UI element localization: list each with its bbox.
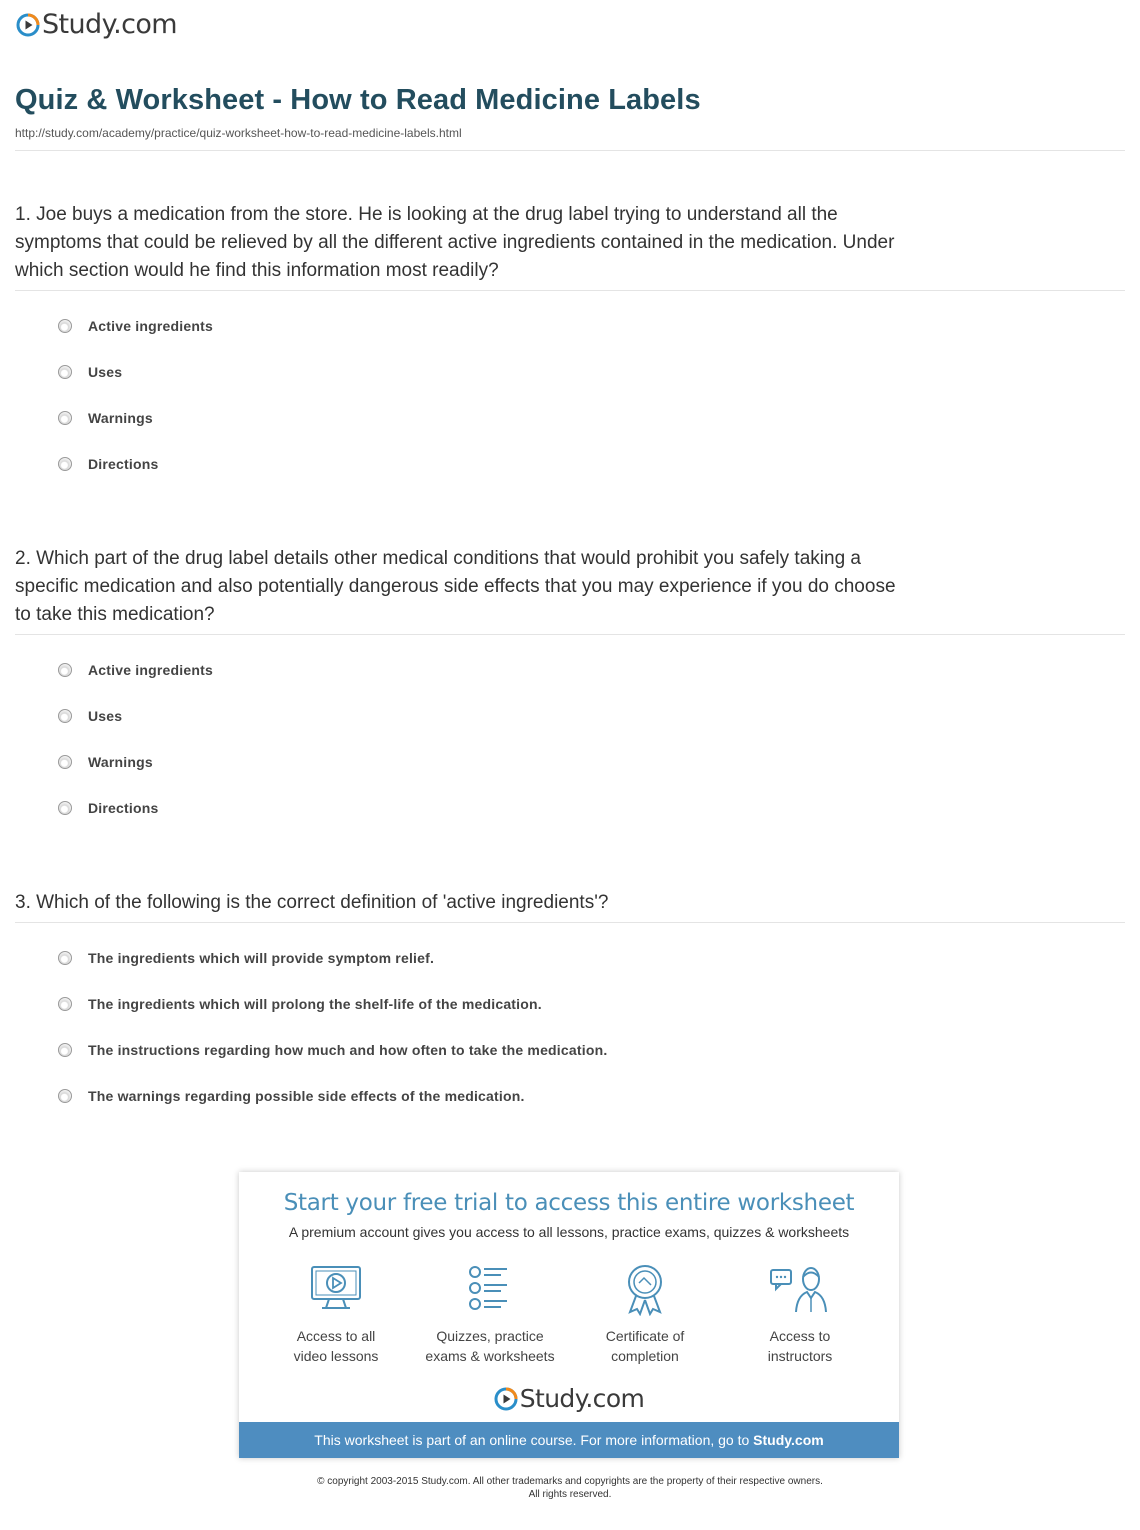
radio-button[interactable]: [58, 951, 72, 965]
promo-study-logo[interactable]: [239, 1384, 899, 1414]
question-2-divider: [15, 634, 1125, 635]
page-url: http://study.com/academy/practice/quiz-worksheet-how-to-read-medicine-labels.html: [15, 126, 462, 140]
radio-button[interactable]: [58, 411, 72, 425]
quiz-list-icon: [463, 1264, 517, 1312]
radio-button[interactable]: [58, 801, 72, 815]
feature-quizzes: [415, 1264, 565, 1366]
header-divider: [15, 150, 1125, 151]
copyright-notice: [0, 1475, 1140, 1501]
copyright-line-1: © copyright 2003-2015 Study.com. All other trademarks and copyrights are the property of their respective owners.: [317, 1476, 823, 1487]
answer-option[interactable]: [58, 395, 213, 441]
answer-label: Uses: [88, 364, 123, 380]
answer-label: Directions: [88, 800, 159, 816]
answer-label: The warnings regarding possible side effects of the medication.: [88, 1088, 525, 1104]
question-1-options: [58, 303, 213, 487]
radio-button[interactable]: [58, 709, 72, 723]
answer-option[interactable]: [58, 1027, 607, 1073]
answer-option[interactable]: [58, 1073, 607, 1119]
study-link[interactable]: Study.com: [753, 1432, 824, 1448]
logo-text: Study.com: [519, 1384, 645, 1413]
answer-label: Directions: [88, 456, 159, 472]
question-1-text: 1. Joe buys a medication from the store. He is looking at the drug label trying to understand all the symptoms that could be relieved by all the different active ingredients contained in the medication. Under which section would he find this information most readily?: [15, 204, 895, 281]
feature-label: Access to all video lessons: [293, 1328, 379, 1364]
answer-label: Active ingredients: [88, 662, 213, 678]
radio-button[interactable]: [58, 997, 72, 1011]
answer-label: Warnings: [88, 410, 153, 426]
feature-label: Quizzes, practice exams & worksheets: [425, 1328, 555, 1364]
certificate-icon: [618, 1264, 672, 1316]
study-logo-icon: [494, 1387, 518, 1411]
feature-instructors: [725, 1264, 875, 1366]
answer-option[interactable]: [58, 349, 213, 395]
study-logo[interactable]: [16, 10, 177, 40]
radio-button[interactable]: [58, 1043, 72, 1057]
question-2-text: 2. Which part of the drug label details other medical conditions that would prohibit you safely taking a specific medication and also potentially dangerous side effects that you may experience if you do choose to take this medication?: [15, 548, 896, 625]
study-logo-icon: [16, 13, 40, 37]
question-3-text: 3. Which of the following is the correct definition of 'active ingredients'?: [15, 892, 609, 913]
answer-option[interactable]: [58, 647, 213, 693]
radio-button[interactable]: [58, 1089, 72, 1103]
answer-label: Active ingredients: [88, 318, 213, 334]
answer-option[interactable]: [58, 935, 607, 981]
radio-button[interactable]: [58, 365, 72, 379]
feature-label: Access to instructors: [767, 1328, 833, 1364]
question-2-options: [58, 647, 213, 831]
answer-option[interactable]: [58, 785, 213, 831]
feature-label: Certificate of completion: [605, 1328, 685, 1364]
promo-subtitle: A premium account gives you access to all lessons, practice exams, quizzes & worksheets: [288, 1224, 850, 1240]
answer-label: Uses: [88, 708, 123, 724]
answer-option[interactable]: [58, 441, 213, 487]
answer-option[interactable]: [58, 739, 213, 785]
instructor-icon: [769, 1264, 831, 1314]
question-3-divider: [15, 922, 1125, 923]
answer-option[interactable]: [58, 981, 607, 1027]
answer-label: The instructions regarding how much and how often to take the medication.: [88, 1042, 608, 1058]
radio-button[interactable]: [58, 319, 72, 333]
promo-title[interactable]: Start your free trial to access this entire worksheet: [283, 1190, 855, 1216]
promo-footer-banner: [239, 1422, 899, 1458]
free-trial-promo: [239, 1172, 899, 1458]
answer-label: Warnings: [88, 754, 153, 770]
feature-video-lessons: [261, 1264, 411, 1366]
video-lesson-icon: [309, 1264, 363, 1312]
question-3-options: [58, 935, 607, 1119]
copyright-line-2: All rights reserved.: [528, 1489, 612, 1500]
answer-option[interactable]: [58, 303, 213, 349]
question-1-divider: [15, 290, 1125, 291]
answer-label: The ingredients which will provide symptom relief.: [88, 950, 435, 966]
feature-certificate: [570, 1264, 720, 1366]
answer-label: The ingredients which will prolong the shelf-life of the medication.: [88, 996, 542, 1012]
logo-text: Study.com: [42, 9, 177, 40]
answer-option[interactable]: [58, 693, 213, 739]
page-title: Quiz & Worksheet - How to Read Medicine Labels: [15, 84, 701, 116]
promo-footer-text: This worksheet is part of an online course. For more information, go to: [314, 1432, 754, 1448]
radio-button[interactable]: [58, 755, 72, 769]
radio-button[interactable]: [58, 663, 72, 677]
radio-button[interactable]: [58, 457, 72, 471]
